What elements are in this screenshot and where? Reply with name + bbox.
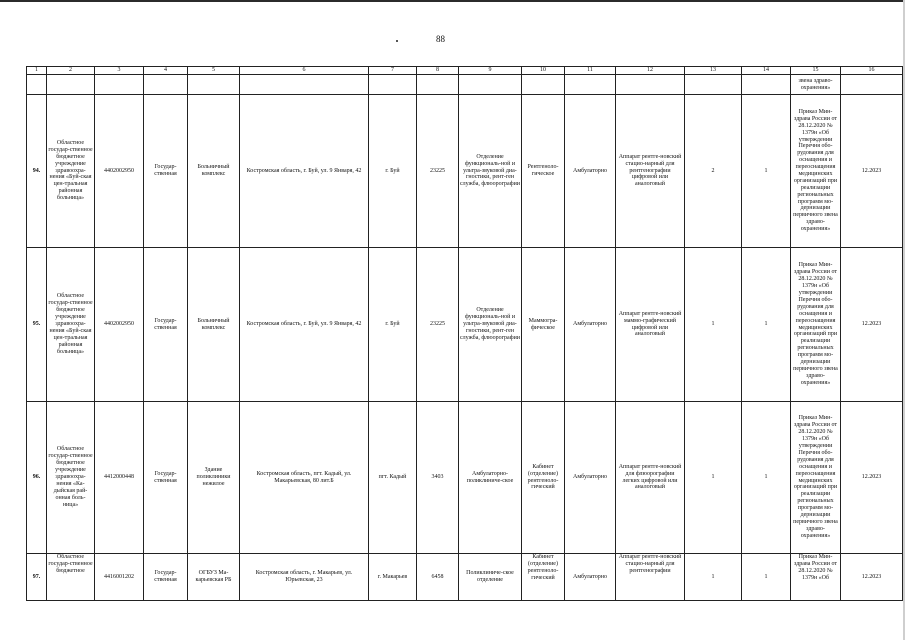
- population: 23225: [417, 248, 459, 402]
- regulatory-order: Приказ Мин-здрава России от 28.12.2020 № 1379н «Об: [791, 554, 841, 601]
- quantity-b: 1: [742, 554, 791, 601]
- quantity-b: 1: [742, 248, 791, 402]
- row-number: 95.: [27, 248, 47, 402]
- quantity-a: 1: [685, 402, 742, 554]
- quantity-b: 1: [742, 95, 791, 248]
- department: Отделение функциональ-ной и ультра-звуковой диа-гностики, рент-ген служба, флюорографии: [459, 95, 522, 248]
- regulatory-order: Приказ Мин-здрава России от 28.12.2020 № 1379н «Об утверждении Перечня обо-рудования для оснащения и переоснащения медицинских организаций при реализации региональных программ мо-дернизации первичного звена здраво-охранения»: [791, 402, 841, 554]
- room-type: Маммогра-фическое: [522, 248, 565, 402]
- equipment-name: Аппарат рентге-новский стацио-нарный для рентгенографии: [616, 554, 685, 601]
- ownership-form: Государ-ственная: [144, 554, 188, 601]
- building-type: Здание поликлиники нежилое: [188, 402, 240, 554]
- room-type: Кабинет (отделение) рентгеноло-гический: [522, 554, 565, 601]
- table-row: [27, 554, 903, 601]
- care-condition: Амбулаторно: [565, 554, 616, 601]
- col-header: 6: [240, 67, 369, 75]
- due-date: 12.2023: [841, 248, 903, 402]
- col-header: 4: [144, 67, 188, 75]
- row-number: 96.: [27, 402, 47, 554]
- building-type: Больничный комплекс: [188, 95, 240, 248]
- col-header: 14: [742, 67, 791, 75]
- col-header: 5: [188, 67, 240, 75]
- care-condition: Амбулаторно: [565, 402, 616, 554]
- quantity-a: 1: [685, 248, 742, 402]
- room-type: Кабинет (отделение) рентгеноло-гический: [522, 402, 565, 554]
- locality: г. Буй: [369, 248, 417, 402]
- address: Костромская область, пгт. Кадый, ул. Макарьевская, 80 лит.Б: [240, 402, 369, 554]
- due-date: 12.2023: [841, 554, 903, 601]
- building-type: Больничный комплекс: [188, 248, 240, 402]
- col-header: 16: [841, 67, 903, 75]
- top-border-line: [0, 0, 905, 2]
- scan-dot: [396, 40, 398, 42]
- row-number: 94.: [27, 95, 47, 248]
- col-header: 11: [565, 67, 616, 75]
- regulatory-order: Приказ Мин-здрава России от 28.12.2020 № 1379н «Об утверждении Перечня обо-рудования для оснащения и переоснащения медицинских организаций при реализации региональных программ мо-дернизации первичного звена здраво-охранения»: [791, 95, 841, 248]
- col-header: 10: [522, 67, 565, 75]
- locality: г. Макарьев: [369, 554, 417, 601]
- ownership-form: Государ-ственная: [144, 95, 188, 248]
- page-number: 88: [436, 34, 445, 44]
- quantity-a: 1: [685, 554, 742, 601]
- ownership-form: Государ-ственная: [144, 248, 188, 402]
- population: 23225: [417, 95, 459, 248]
- column-number-row: [27, 67, 903, 75]
- col-header: 13: [685, 67, 742, 75]
- row-number: 97.: [27, 554, 47, 601]
- equipment-name: Аппарат рентге-новский для флюорографии легких цифровой или аналоговый: [616, 402, 685, 554]
- room-type: Рентгеноло-гическое: [522, 95, 565, 248]
- due-date: 12.2023: [841, 95, 903, 248]
- table-row: [27, 95, 903, 248]
- population: 6458: [417, 554, 459, 601]
- department: Амбулаторно-поликлиниче-ское: [459, 402, 522, 554]
- col-header: 1: [27, 67, 47, 75]
- equipment-table: [26, 66, 903, 601]
- org-code: 4412000448: [95, 402, 144, 554]
- table-row: [27, 248, 903, 402]
- col-header: 15: [791, 67, 841, 75]
- care-condition: Амбулаторно: [565, 95, 616, 248]
- col-header: 8: [417, 67, 459, 75]
- continuation-row: [27, 75, 903, 95]
- address: Костромская область, г. Буй, ул. 9 Января, 42: [240, 95, 369, 248]
- ownership-form: Государ-ственная: [144, 402, 188, 554]
- col-header: 3: [95, 67, 144, 75]
- address: Костромская область, г. Макарьев, ул. Юрьевская, 23: [240, 554, 369, 601]
- quantity-a: 2: [685, 95, 742, 248]
- organization-name: Областное государ-ственное бюджетное: [47, 554, 95, 601]
- table-row: [27, 402, 903, 554]
- locality: г. Буй: [369, 95, 417, 248]
- col-header: 12: [616, 67, 685, 75]
- population: 3403: [417, 402, 459, 554]
- organization-name: Областное государ-ственное бюджетное учреждение здравоохра-нения «Буй-ская цен-тральная районная больница»: [47, 248, 95, 402]
- continued-order-text: звена здраво-охранения»: [791, 75, 841, 95]
- department: Поликлиниче-ское отделение: [459, 554, 522, 601]
- care-condition: Амбулаторно: [565, 248, 616, 402]
- due-date: 12.2023: [841, 402, 903, 554]
- col-header: 9: [459, 67, 522, 75]
- equipment-name: Аппарат рентге-новский стацио-нарный для рентгенографии цифровой или аналоговый: [616, 95, 685, 248]
- org-code: 4402002950: [95, 95, 144, 248]
- col-header: 2: [47, 67, 95, 75]
- equipment-name: Аппарат рентге-новский маммо-графический цифровой или аналоговый: [616, 248, 685, 402]
- locality: пгт. Кадый: [369, 402, 417, 554]
- building-type: ОГБУЗ Ма-карьевская РБ: [188, 554, 240, 601]
- org-code: 4416001202: [95, 554, 144, 601]
- col-header: 7: [369, 67, 417, 75]
- regulatory-order: Приказ Мин-здрава России от 28.12.2020 № 1379н «Об утверждении Перечня обо-рудования для оснащения и переоснащения медицинских организаций при реализации региональных программ мо-дернизации первичного звена здраво-охранения»: [791, 248, 841, 402]
- department: Отделение функциональ-ной и ультра-звуковой диа-гностики, рент-ген служба, флюорографии: [459, 248, 522, 402]
- organization-name: Областное государ-ственное бюджетное учреждение здравоохра-нения «Буй-ская цен-тральная районная больница»: [47, 95, 95, 248]
- org-code: 4402002950: [95, 248, 144, 402]
- organization-name: Областное государ-ственное бюджетное учреждение здравоохра-нения «Ка-дыйская рай-онная боль-ница»: [47, 402, 95, 554]
- quantity-b: 1: [742, 402, 791, 554]
- address: Костромская область, г. Буй, ул. 9 Января, 42: [240, 248, 369, 402]
